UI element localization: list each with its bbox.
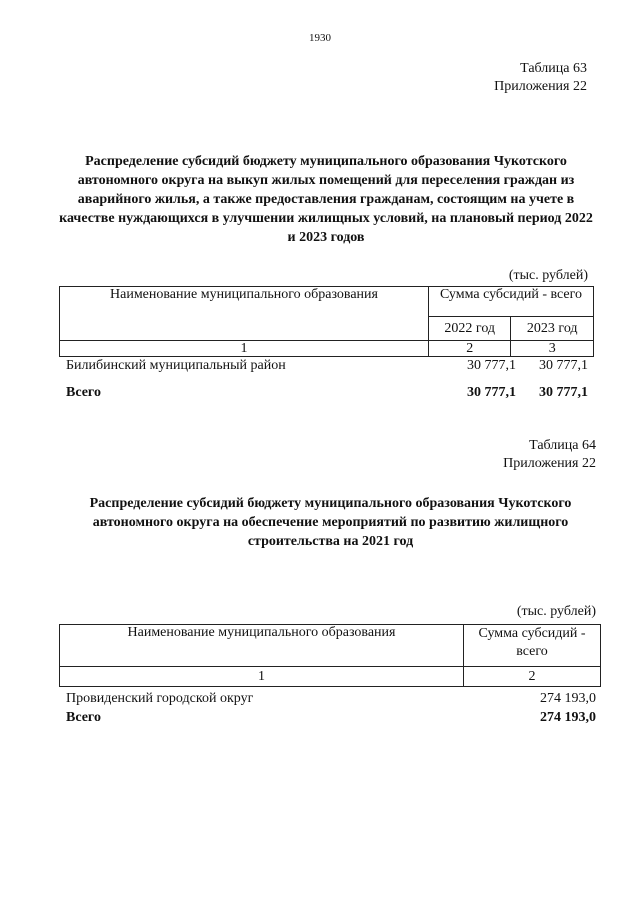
table63-ref-line2: Приложения 22: [494, 79, 587, 94]
table64-units: (тыс. рублей): [516, 604, 596, 619]
table63-total-2023: 30 777,1: [539, 385, 588, 400]
table64-data-row: [66, 691, 596, 709]
table64-title: Распределение субсидий бюджету муниципального образования Чукотского автономного округа на обеспечение мероприятий по развитию жилищного строительства на 2021 год: [89, 496, 572, 549]
table63-col-index-1: 1: [60, 341, 429, 357]
table63-total-row: [66, 385, 588, 403]
table63-row-name: Билибинский муниципальный район: [66, 358, 286, 373]
table63-total-2022: 30 777,1: [467, 385, 516, 400]
table63-header-2023: 2023 год: [511, 317, 594, 341]
table63-col-index-3: 3: [511, 341, 594, 357]
table63-row-2022: 30 777,1: [467, 358, 516, 373]
table63-units: (тыс. рублей): [508, 268, 588, 283]
table63-header-sum: Сумма субсидий - всего: [429, 287, 594, 317]
table64-total-value: 274 193,0: [540, 710, 596, 725]
table64-row-value: 274 193,0: [540, 691, 596, 706]
table64-total-row: [66, 710, 596, 728]
table64-col-index-1: 1: [60, 667, 464, 687]
table63-ref-line1: Таблица 63: [520, 61, 587, 76]
table64-ref-line2: Приложения 22: [503, 456, 596, 471]
table63-header: [59, 286, 594, 357]
table64-header: [59, 624, 601, 687]
table64-header-name: Наименование муниципального образования: [60, 625, 464, 667]
table64-ref-line1: Таблица 64: [529, 438, 596, 453]
table64-row-name: Провиденский городской округ: [66, 691, 254, 706]
table64-total-label: Всего: [66, 710, 101, 725]
table63-total-label: Всего: [66, 385, 101, 400]
table63-header-2022: 2022 год: [429, 317, 511, 341]
table64-header-sum: Сумма субсидий - всего: [464, 625, 601, 667]
table63-data-row: [66, 358, 588, 376]
table64-col-index-2: 2: [464, 667, 601, 687]
table64-reference: [390, 437, 596, 473]
table63-title: Распределение субсидий бюджету муниципального образования Чукотского автономного округа на выкуп жилых помещений для переселения граждан из аварийного жилья, а также предоставления гражданам, состоящим на учете в качестве нуждающихся в улучшении жилищных условий, на плановый период 2022 и 2023 годов: [59, 154, 593, 245]
table63-col-index-2: 2: [429, 341, 511, 357]
page-number: 1930: [309, 32, 331, 44]
table63-row-2023: 30 777,1: [539, 358, 588, 373]
table63-reference: [380, 60, 587, 96]
table63-header-name: Наименование муниципального образования: [60, 287, 429, 341]
